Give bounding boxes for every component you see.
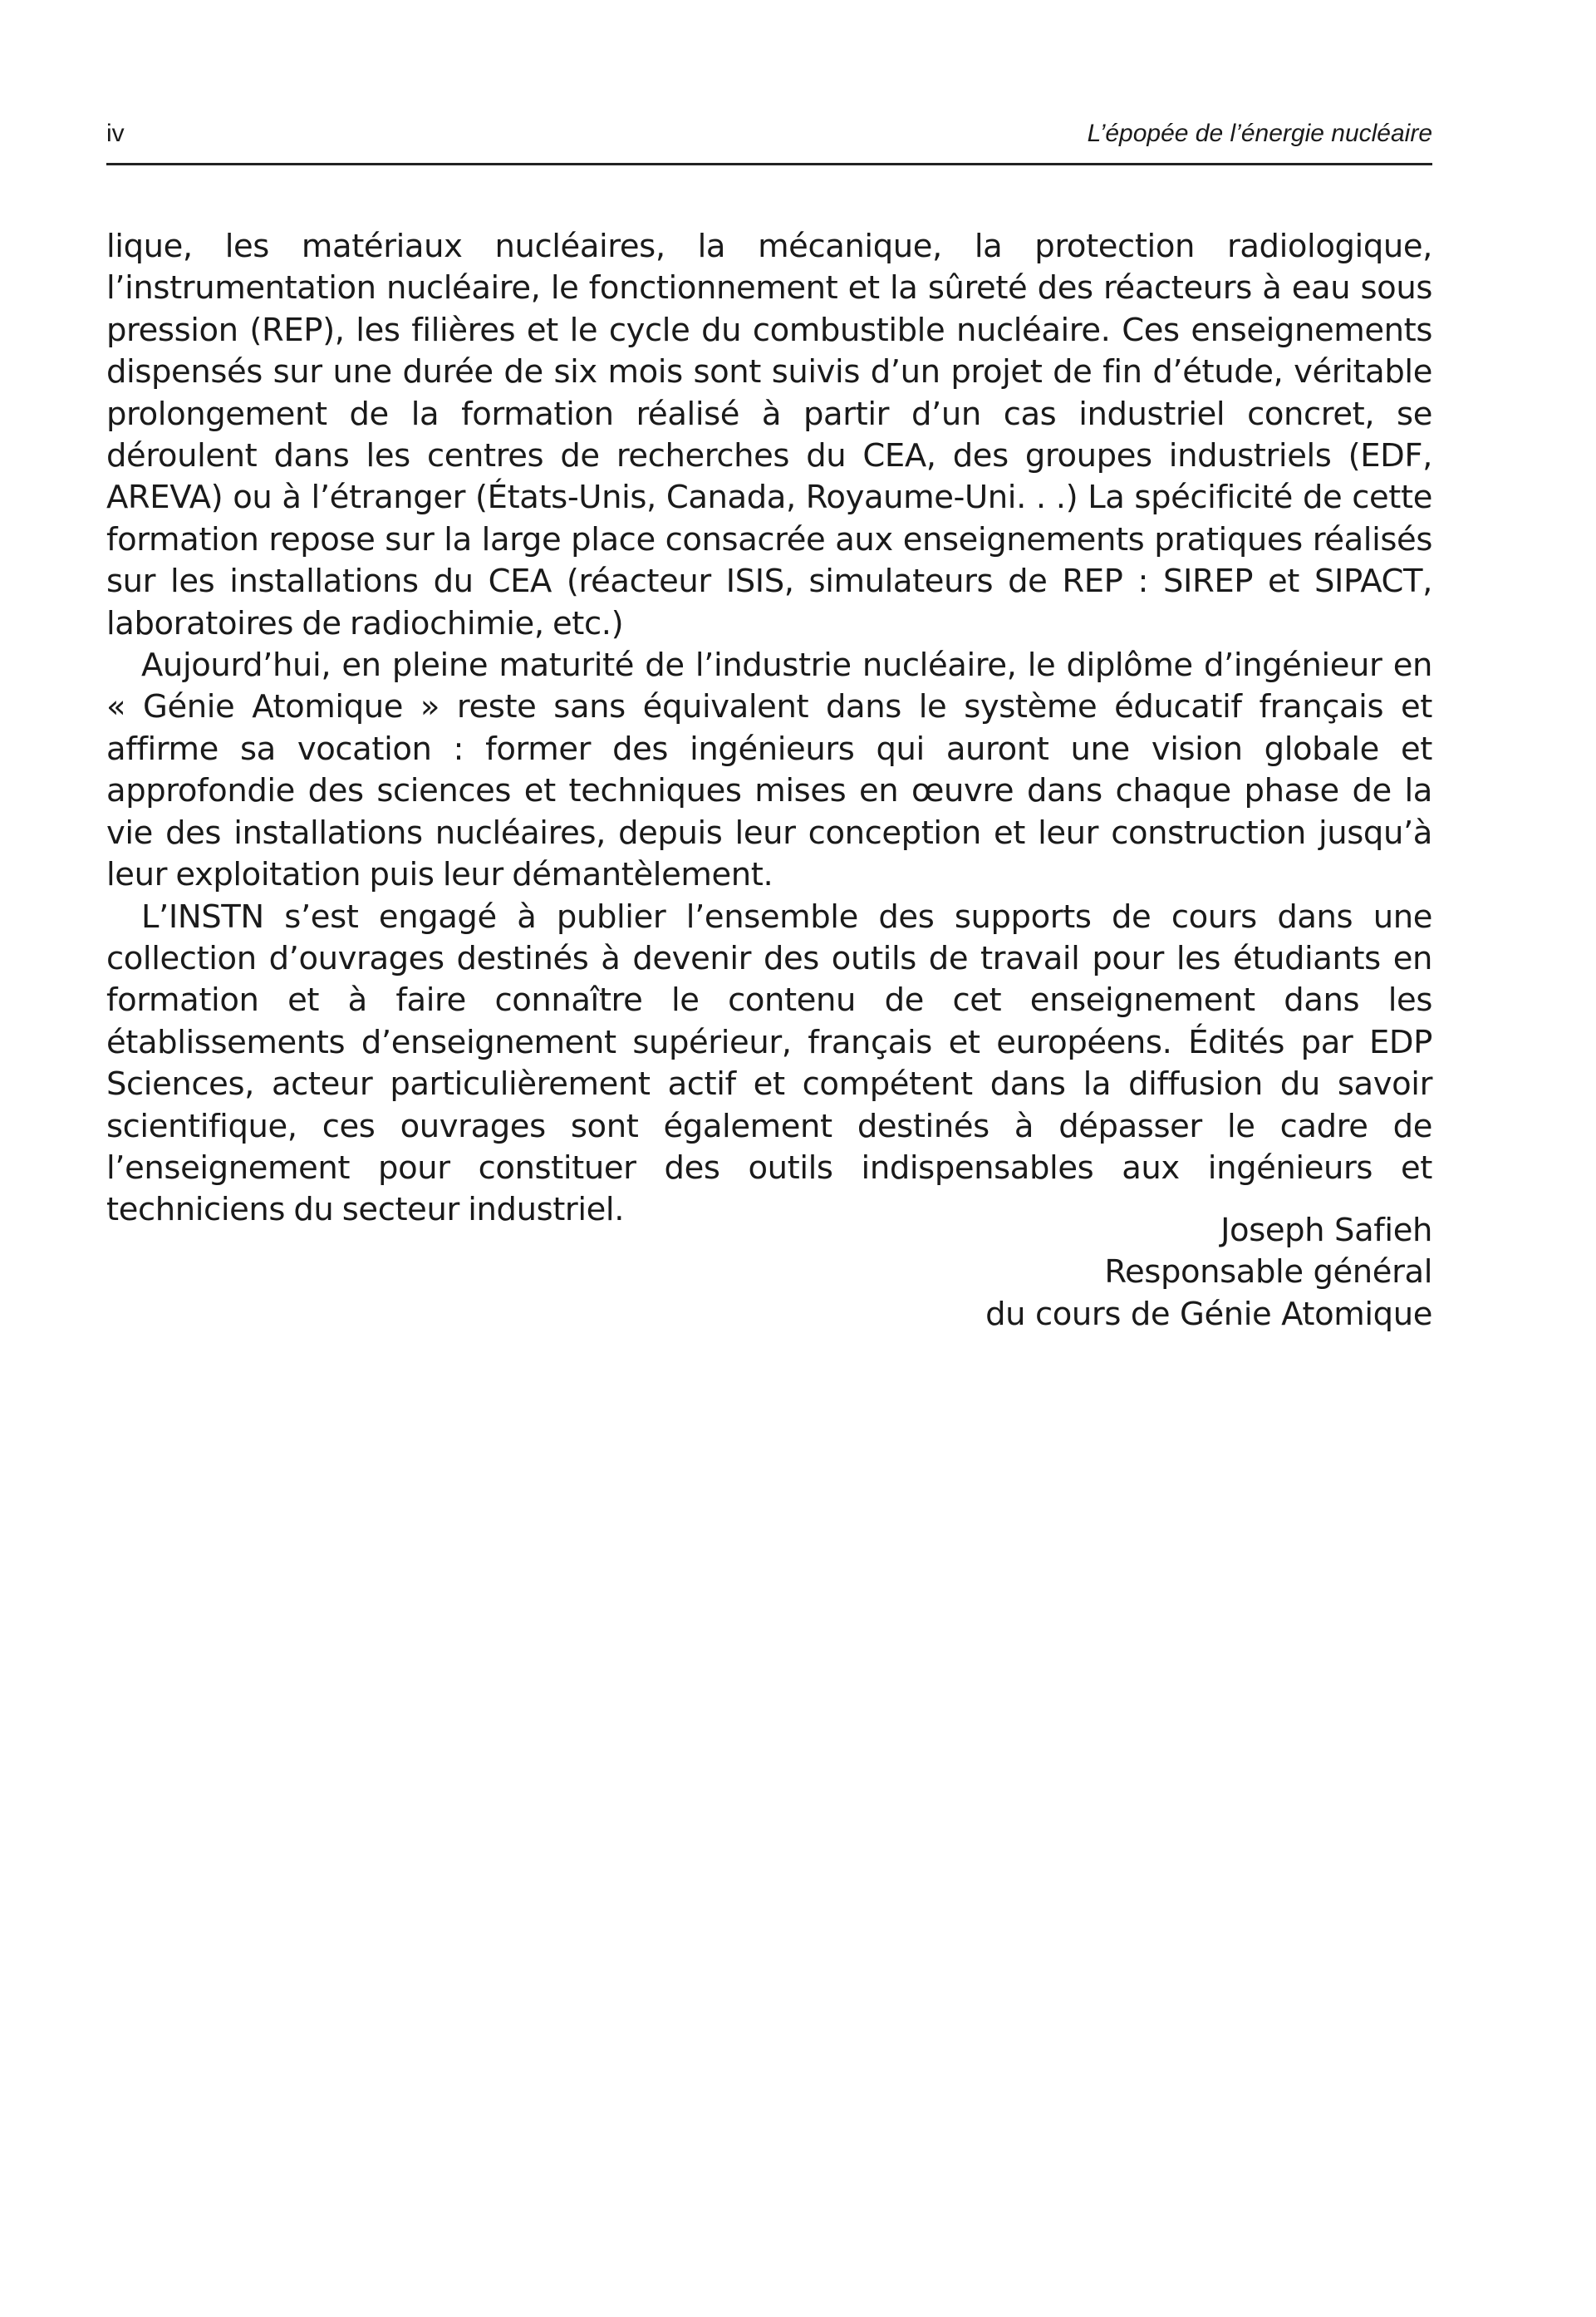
page-header [106,115,1432,165]
page-number: iv [106,120,125,147]
signature-role: Responsable général [1104,1253,1432,1291]
paragraph: Aujourd’hui, en pleine maturité de l’industrie nucléaire, le diplôme d’ingénieur en « Génie Atomique » reste sans équivalent dans le système éducatif français et affirme sa vocation : former des ingénieurs qui auront une vision globale et approfondie des sciences et techniques mises en œuvre dans chaque phase de la vie des installations nucléaires, depuis leur conception et leur construction jusqu’à leur exploitation puis leur démantèlement. [106,647,1432,894]
signature-block [985,1210,1432,1336]
body-text [106,226,1432,1232]
paragraph: lique, les matériaux nucléaires, la mécanique, la protection radiologique, l’instrumentation nucléaire, le fonctionnement et la sûreté des réacteurs à eau sous pression (REP), les filières et le cycle du combustible nucléaire. Ces enseignements dispensés sur une durée de six mois sont suivis d’un projet de fin d’étude, véritable prolongement de la formation réalisé à partir d’un cas industriel concret, se déroulent dans les centres de recherches du CEA, des groupes industriels (EDF, AREVA) ou à l’étranger (États-Unis, Canada, Royaume-Uni. . .) La spécificité de cette formation repose sur la large place consacrée aux enseignements pratiques réalisés sur les installations du CEA (réacteur ISIS, simulateurs de REP : SIREP et SIPACT, laboratoires de radiochimie, etc.) [106,228,1432,642]
signature-name: Joseph Safieh [1220,1212,1432,1249]
signature-affiliation: du cours de Génie Atomique [985,1295,1432,1333]
paragraph: L’INSTN s’est engagé à publier l’ensemble des supports de cours dans une collection d’ouvrages destinés à devenir des outils de travail pour les étudiants en formation et à faire connaître le contenu de cet enseignement dans les établissements d’enseignement supérieur, français et européens. Édités par EDP Sciences, acteur particulièrement actif et compétent dans la diffusion du savoir scientifique, ces ouvrages sont également destinés à dépasser le cadre de l’enseignement pour constituer des outils indispensables aux ingénieurs et techniciens du secteur industriel. [106,898,1432,1229]
running-title: L’épopée de l’énergie nucléaire [1087,120,1432,147]
